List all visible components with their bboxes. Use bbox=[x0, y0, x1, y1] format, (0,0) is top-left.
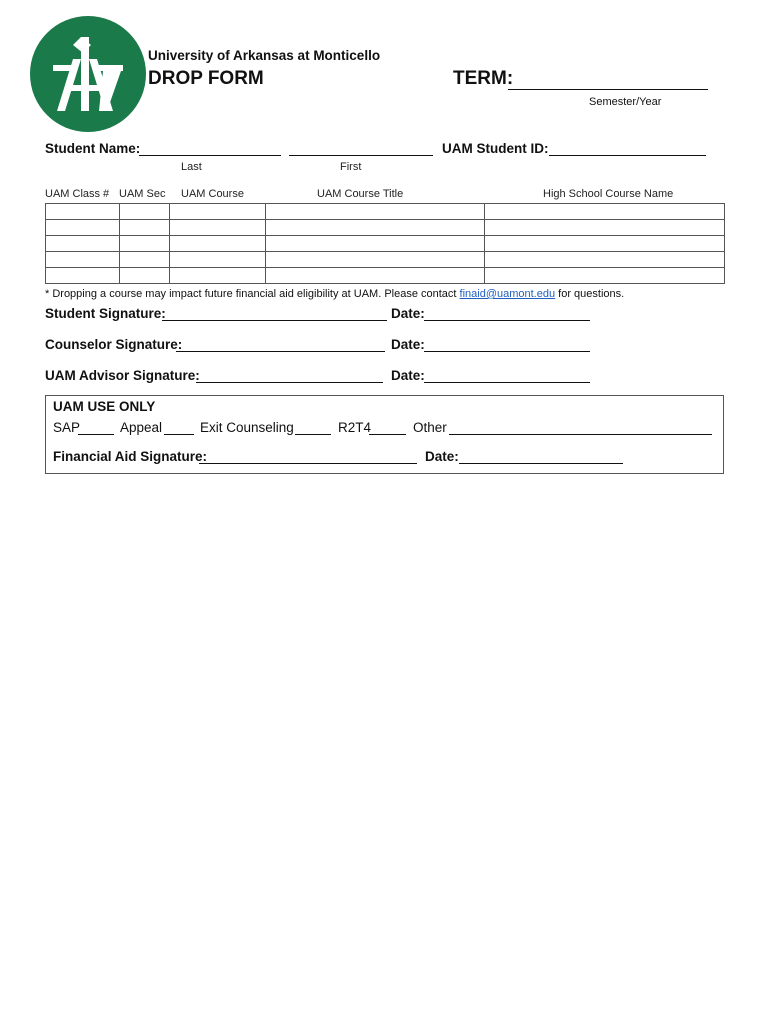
student-signature-field[interactable] bbox=[162, 320, 387, 321]
counselor-signature-label: Counselor Signature: bbox=[45, 337, 183, 352]
table-row bbox=[46, 204, 725, 220]
advisor-signature-label: UAM Advisor Signature: bbox=[45, 368, 200, 383]
student-id-field[interactable] bbox=[549, 155, 706, 156]
note-suffix: for questions. bbox=[555, 288, 625, 300]
counselor-date-field[interactable] bbox=[424, 351, 590, 352]
term-label: TERM: bbox=[453, 68, 514, 89]
fa-signature-label: Financial Aid Signature: bbox=[53, 449, 208, 464]
table-cell[interactable] bbox=[46, 204, 120, 220]
table-cell[interactable] bbox=[46, 220, 120, 236]
table-cell[interactable] bbox=[46, 252, 120, 268]
course-table bbox=[45, 203, 725, 284]
table-cell[interactable] bbox=[266, 204, 485, 220]
col-header-hs-course: High School Course Name bbox=[543, 188, 674, 200]
finaid-email-link[interactable]: finaid@uamont.edu bbox=[459, 288, 556, 300]
table-cell[interactable] bbox=[46, 236, 120, 252]
table-cell[interactable] bbox=[120, 220, 170, 236]
col-header-sec: UAM Sec bbox=[119, 188, 166, 200]
form-title: DROP FORM bbox=[148, 68, 264, 89]
counselor-signature-field[interactable] bbox=[176, 351, 385, 352]
table-cell[interactable] bbox=[266, 236, 485, 252]
table-row bbox=[46, 220, 725, 236]
exit-counseling-field[interactable] bbox=[295, 434, 331, 435]
uam-use-only-heading: UAM USE ONLY bbox=[53, 399, 156, 414]
col-header-title: UAM Course Title bbox=[317, 188, 404, 200]
table-cell[interactable] bbox=[485, 252, 725, 268]
note-prefix: * Dropping a course may impact future financial aid eligibility at UAM. Please contact bbox=[45, 288, 460, 300]
table-cell[interactable] bbox=[46, 268, 120, 284]
advisor-date-field[interactable] bbox=[424, 382, 590, 383]
last-name-field[interactable] bbox=[139, 155, 281, 156]
table-cell[interactable] bbox=[485, 204, 725, 220]
advisor-signature-field[interactable] bbox=[196, 382, 383, 383]
financial-aid-note bbox=[45, 288, 624, 300]
table-cell[interactable] bbox=[170, 268, 266, 284]
student-id-label: UAM Student ID: bbox=[442, 141, 549, 156]
advisor-date-label: Date: bbox=[391, 368, 425, 383]
student-name-label: Student Name: bbox=[45, 141, 141, 156]
counselor-date-label: Date: bbox=[391, 337, 425, 352]
student-date-label: Date: bbox=[391, 306, 425, 321]
sap-label: SAP bbox=[53, 420, 81, 435]
term-field[interactable] bbox=[508, 89, 708, 90]
other-field[interactable] bbox=[449, 434, 712, 435]
exit-counseling-label: Exit Counseling bbox=[200, 420, 294, 435]
table-cell[interactable] bbox=[170, 236, 266, 252]
fa-date-field[interactable] bbox=[459, 463, 623, 464]
table-cell[interactable] bbox=[485, 220, 725, 236]
table-row bbox=[46, 236, 725, 252]
r2t4-label: R2T4 bbox=[338, 420, 372, 435]
table-cell[interactable] bbox=[120, 268, 170, 284]
table-cell[interactable] bbox=[266, 220, 485, 236]
student-date-field[interactable] bbox=[424, 320, 590, 321]
col-header-class: UAM Class # bbox=[45, 188, 110, 200]
table-cell[interactable] bbox=[266, 268, 485, 284]
table-row bbox=[46, 268, 725, 284]
student-signature-label: Student Signature: bbox=[45, 306, 166, 321]
table-cell[interactable] bbox=[170, 204, 266, 220]
uam-logo bbox=[29, 15, 147, 133]
appeal-label: Appeal bbox=[120, 420, 163, 435]
first-name-field[interactable] bbox=[289, 155, 433, 156]
appeal-field[interactable] bbox=[164, 434, 194, 435]
r2t4-field[interactable] bbox=[369, 434, 406, 435]
fa-date-label: Date: bbox=[425, 449, 459, 464]
university-name: University of Arkansas at Monticello bbox=[148, 48, 381, 63]
table-cell[interactable] bbox=[485, 236, 725, 252]
table-cell[interactable] bbox=[485, 268, 725, 284]
sap-field[interactable] bbox=[78, 434, 114, 435]
table-cell[interactable] bbox=[266, 252, 485, 268]
table-cell[interactable] bbox=[120, 204, 170, 220]
first-caption: First bbox=[340, 161, 362, 173]
semester-caption: Semester/Year bbox=[589, 96, 662, 108]
table-cell[interactable] bbox=[120, 252, 170, 268]
col-header-course: UAM Course bbox=[181, 188, 244, 200]
table-cell[interactable] bbox=[170, 220, 266, 236]
table-cell[interactable] bbox=[120, 236, 170, 252]
last-caption: Last bbox=[181, 161, 202, 173]
other-label: Other bbox=[413, 420, 447, 435]
table-row bbox=[46, 252, 725, 268]
table-cell[interactable] bbox=[170, 252, 266, 268]
fa-signature-field[interactable] bbox=[199, 463, 417, 464]
